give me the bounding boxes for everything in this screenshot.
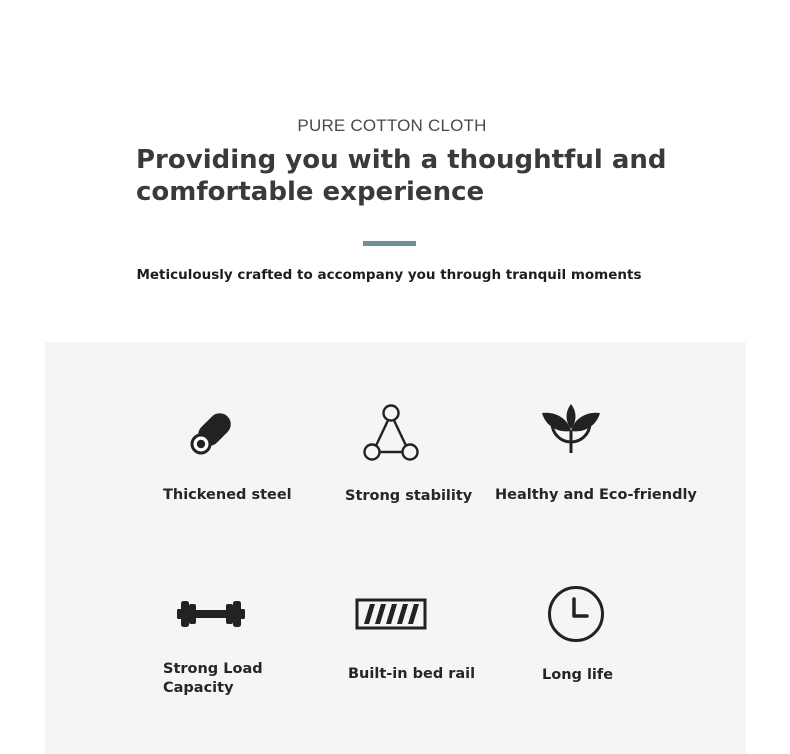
subheadline: Meticulously crafted to accompany you through tranquil moments — [136, 267, 642, 283]
feature-label-load-capacity-line-1: Strong Load — [163, 661, 263, 677]
features-panel — [45, 342, 746, 754]
accent-divider — [363, 241, 416, 246]
dumbbell-icon — [177, 598, 245, 630]
triangle-nodes-icon — [362, 403, 420, 463]
feature-label-load-capacity-line-2: Capacity — [163, 680, 234, 696]
clock-icon — [546, 584, 606, 644]
headline-line-2: comfortable experience — [136, 177, 485, 207]
eyebrow-label: PURE COTTON CLOTH — [297, 116, 487, 135]
steel-tube-icon — [186, 406, 238, 458]
feature-label-long-life: Long life — [542, 667, 614, 683]
bed-rail-icon — [355, 598, 427, 630]
feature-label-bed-rail: Built-in bed rail — [348, 666, 476, 682]
feature-label-eco-friendly: Healthy and Eco-friendly — [495, 487, 697, 503]
feature-label-load-capacity — [163, 660, 263, 698]
leaf-sprout-icon — [540, 401, 602, 459]
feature-label-thickened-steel: Thickened steel — [163, 487, 292, 503]
feature-label-strong-stability: Strong stability — [345, 488, 473, 504]
page-headline — [136, 144, 696, 208]
headline-line-1: Providing you with a thoughtful and — [136, 145, 667, 175]
